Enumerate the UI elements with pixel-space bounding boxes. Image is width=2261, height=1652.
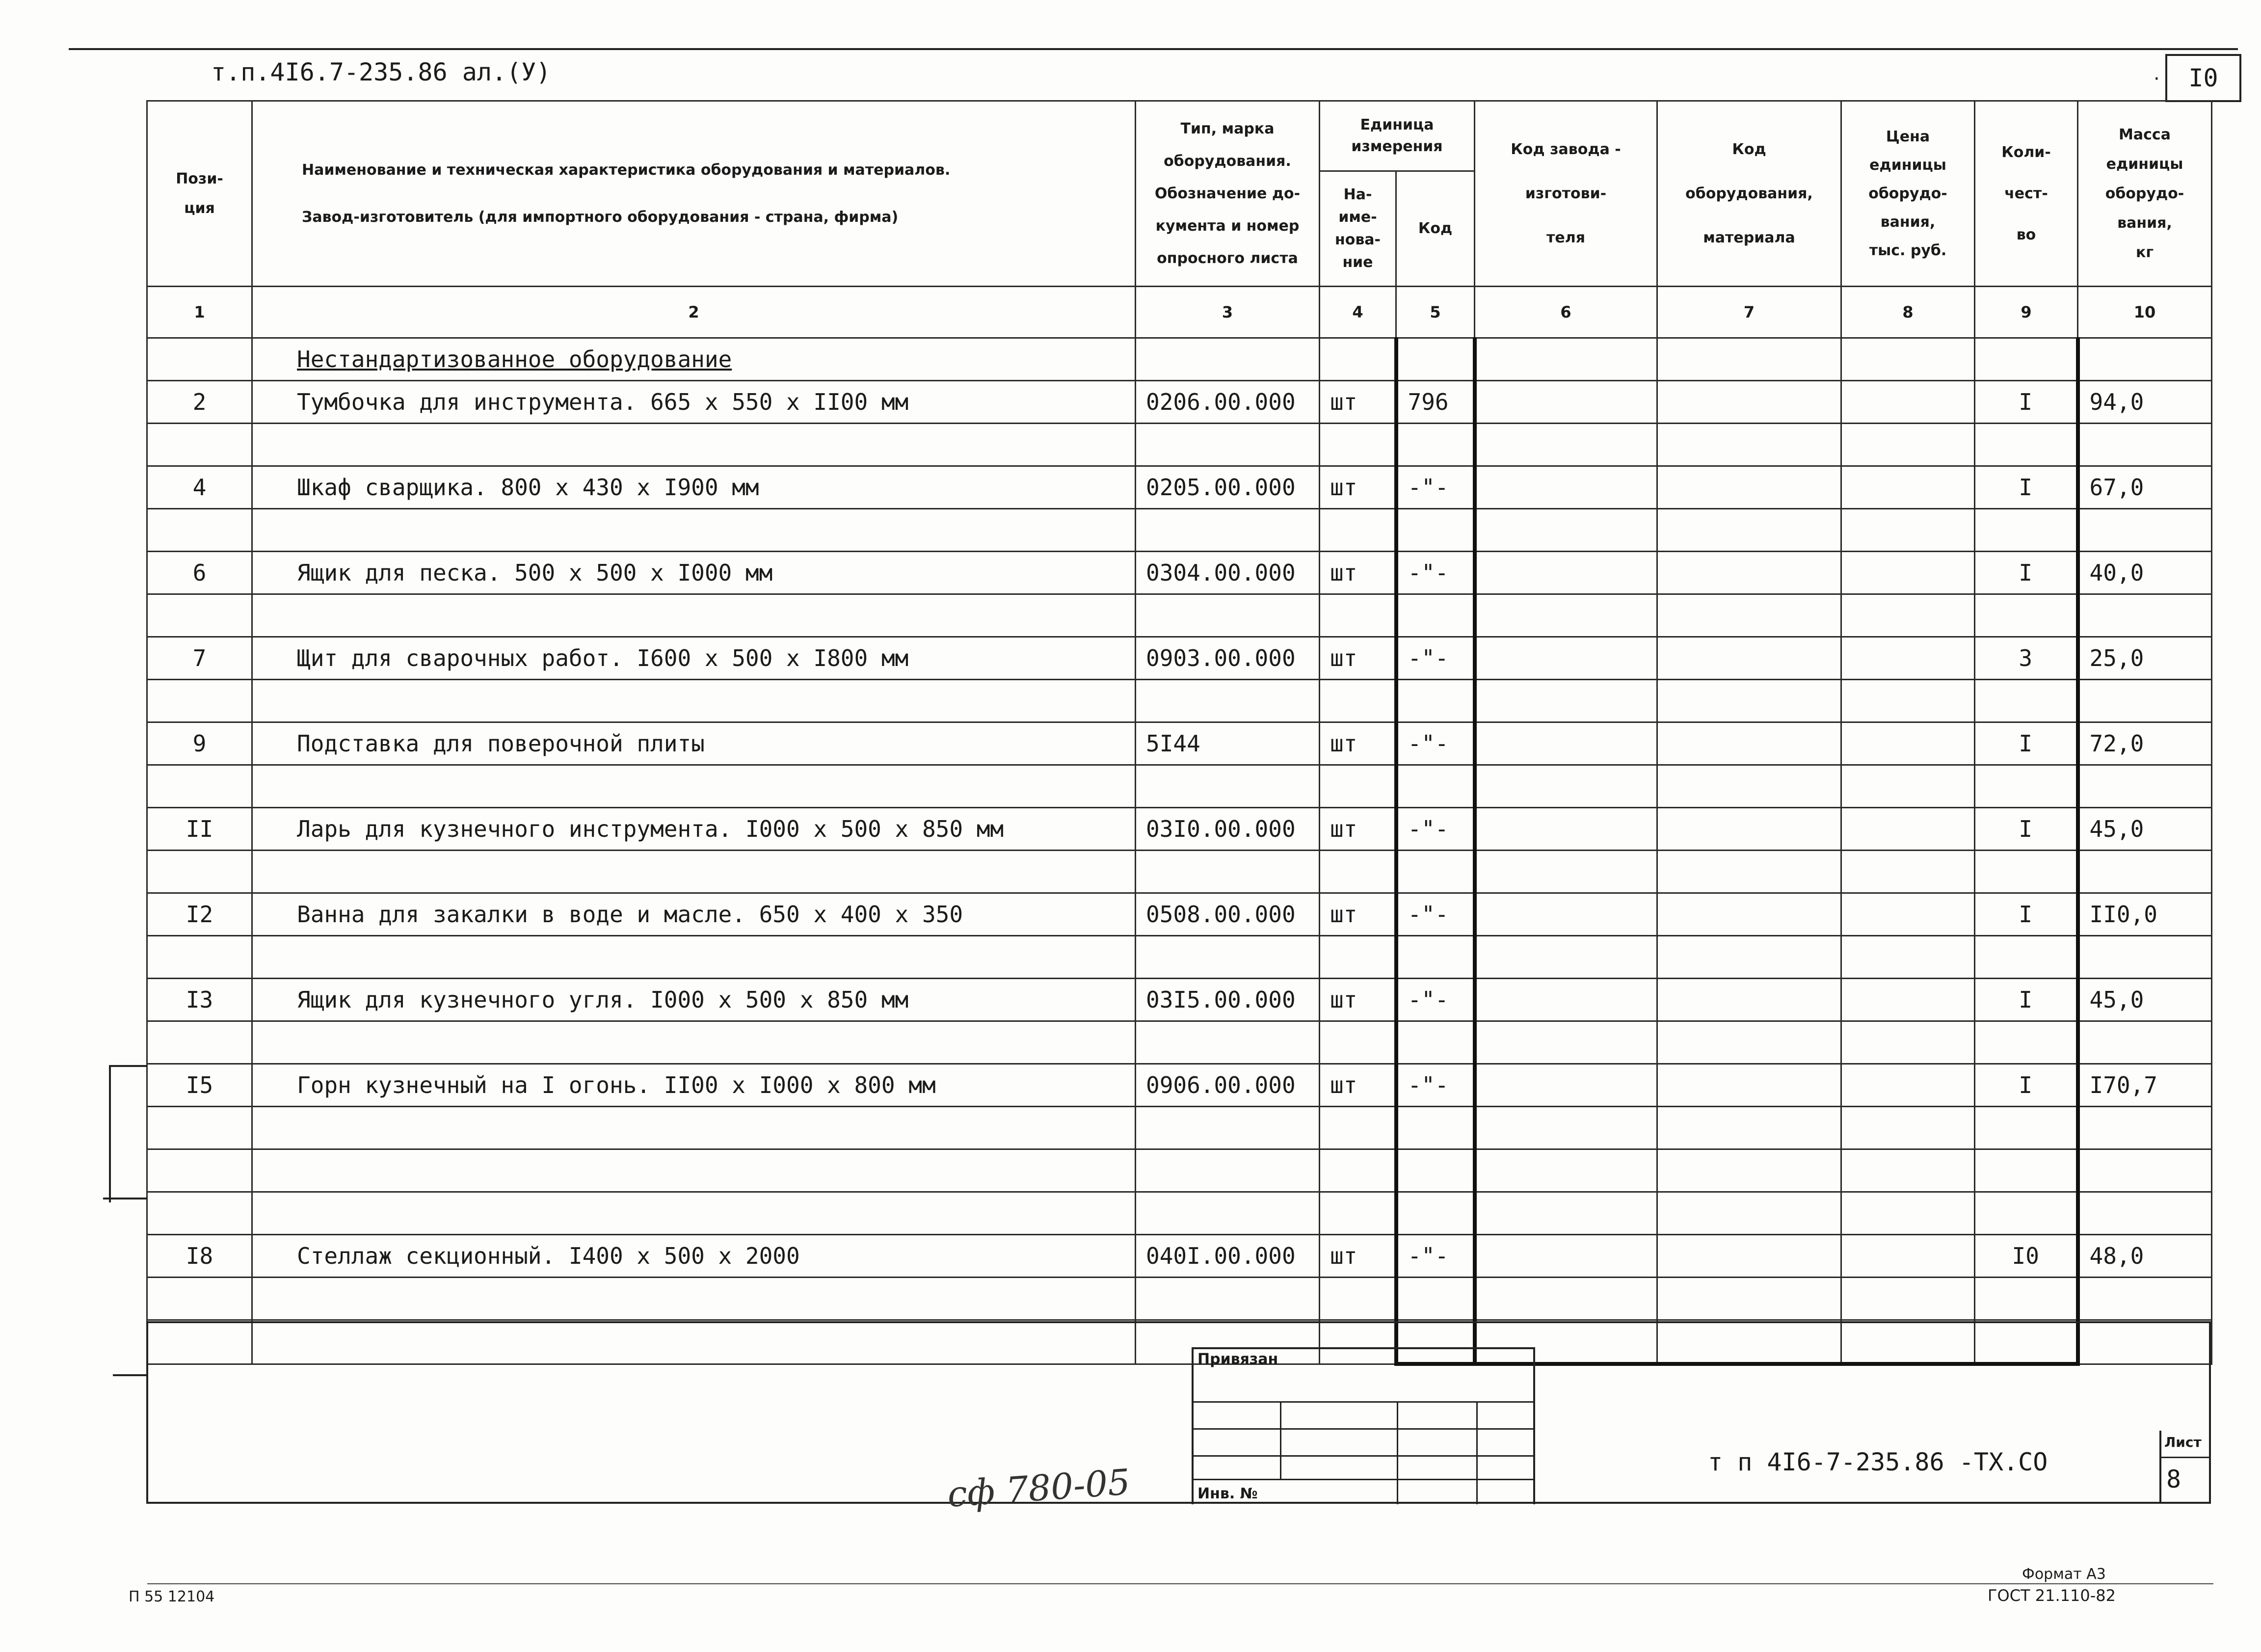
table-row: [147, 637, 2212, 680]
empty-cell: [1841, 1192, 1975, 1235]
type-cell: 0304.00.000: [1136, 552, 1320, 594]
unit-code-cell: -"-: [1396, 808, 1475, 851]
empty-cell: [252, 424, 1136, 466]
empty-cell: [1657, 680, 1841, 722]
sheet-number: 8: [2166, 1465, 2181, 1493]
format-label: Формат А3: [2022, 1566, 2106, 1583]
unit-cell: шт: [1320, 722, 1396, 765]
dot-mark: ·: [2154, 68, 2160, 90]
blank-row: [147, 424, 2212, 466]
empty-cell: [1136, 338, 1320, 381]
empty-cell: [2078, 594, 2212, 637]
empty-cell: [2078, 338, 2212, 381]
unit-cell: шт: [1320, 808, 1396, 851]
unit-code-cell: -"-: [1396, 722, 1475, 765]
header-quantity: Коли- чест- во: [1975, 101, 2078, 287]
position-cell: 2: [147, 381, 252, 424]
empty-cell: [1475, 509, 1657, 552]
position-cell: I8: [147, 1235, 252, 1278]
quantity-cell: I: [1975, 808, 2078, 851]
empty-cell: [1136, 1107, 1320, 1149]
empty-cell: [1136, 936, 1320, 979]
unit-cell: шт: [1320, 893, 1396, 936]
margin-line: [109, 1065, 147, 1067]
empty-cell: [2078, 765, 2212, 808]
empty-cell: [1136, 509, 1320, 552]
quantity-cell: I: [1975, 722, 2078, 765]
column-number: 1: [147, 287, 252, 338]
empty-cell: [1320, 680, 1396, 722]
empty-cell: [2078, 680, 2212, 722]
margin-line: [109, 1065, 111, 1202]
factory-code-cell: [1475, 979, 1657, 1021]
position-cell: I3: [147, 979, 252, 1021]
position-cell: II: [147, 808, 252, 851]
empty-cell: [1841, 1021, 1975, 1064]
empty-cell: [1320, 851, 1396, 893]
empty-cell: [147, 424, 252, 466]
equipment-code-cell: [1657, 808, 1841, 851]
empty-cell: [1475, 1278, 1657, 1320]
type-cell: 0906.00.000: [1136, 1064, 1320, 1107]
factory-code-cell: [1475, 1064, 1657, 1107]
quantity-cell: I: [1975, 552, 2078, 594]
column-number: 10: [2078, 287, 2212, 338]
empty-cell: [1657, 509, 1841, 552]
column-number: 4: [1320, 287, 1396, 338]
empty-cell: [1136, 1192, 1320, 1235]
type-cell: 03I5.00.000: [1136, 979, 1320, 1021]
empty-cell: [147, 1021, 252, 1064]
equipment-code-cell: [1657, 381, 1841, 424]
empty-cell: [1841, 338, 1975, 381]
factory-code-cell: [1475, 722, 1657, 765]
factory-code-cell: [1475, 466, 1657, 509]
sheet-label: Лист: [2164, 1434, 2202, 1450]
factory-code-cell: [1475, 637, 1657, 680]
mass-cell: II0,0: [2078, 893, 2212, 936]
mass-cell: 94,0: [2078, 381, 2212, 424]
table-row: [147, 466, 2212, 509]
name-cell: Горн кузнечный на I огонь. II00 x I000 x 800 мм: [252, 1064, 1136, 1107]
empty-cell: [1975, 338, 2078, 381]
inventory-number-label: Инв. №: [1197, 1485, 1258, 1502]
price-cell: [1841, 808, 1975, 851]
column-number: 3: [1136, 287, 1320, 338]
empty-cell: [1475, 1192, 1657, 1235]
name-cell: Подставка для поверочной плиты: [252, 722, 1136, 765]
table-row: [147, 893, 2212, 936]
factory-code-cell: [1475, 893, 1657, 936]
factory-code-cell: [1475, 1235, 1657, 1278]
empty-cell: [1975, 509, 2078, 552]
empty-cell: [1320, 509, 1396, 552]
empty-cell: [1975, 1149, 2078, 1192]
unit-cell: шт: [1320, 637, 1396, 680]
price-cell: [1841, 466, 1975, 509]
column-number: 5: [1396, 287, 1475, 338]
position-cell: I2: [147, 893, 252, 936]
blank-row: [147, 1192, 2212, 1235]
equipment-code-cell: [1657, 552, 1841, 594]
empty-cell: [1841, 424, 1975, 466]
empty-cell: [1396, 765, 1475, 808]
empty-cell: [1975, 424, 2078, 466]
empty-cell: [1975, 851, 2078, 893]
margin-line: [103, 1198, 147, 1199]
unit-code-cell: -"-: [1396, 466, 1475, 509]
unit-code-cell: -"-: [1396, 1064, 1475, 1107]
empty-cell: [1320, 424, 1396, 466]
equipment-code-cell: [1657, 893, 1841, 936]
approval-stamp-grid: [1192, 1347, 1535, 1504]
column-number: 9: [1975, 287, 2078, 338]
price-cell: [1841, 637, 1975, 680]
unit-code-cell: 796: [1396, 381, 1475, 424]
empty-cell: [147, 1149, 252, 1192]
empty-cell: [2078, 936, 2212, 979]
empty-cell: [1657, 338, 1841, 381]
quantity-cell: I: [1975, 1064, 2078, 1107]
empty-cell: [1396, 936, 1475, 979]
margin-line: [113, 1374, 146, 1376]
name-cell: Шкаф сварщика. 800 x 430 x I900 мм: [252, 466, 1136, 509]
empty-cell: [1475, 851, 1657, 893]
type-cell: 0206.00.000: [1136, 381, 1320, 424]
empty-cell: [1657, 765, 1841, 808]
position-cell: 6: [147, 552, 252, 594]
empty-cell: [1320, 338, 1396, 381]
empty-cell: [1136, 680, 1320, 722]
empty-cell: [147, 936, 252, 979]
section-row: [147, 338, 2212, 381]
header-unit-name: На- име- нова- ние: [1320, 171, 1396, 287]
empty-cell: [1475, 765, 1657, 808]
empty-cell: [252, 509, 1136, 552]
blank-row: [147, 1149, 2212, 1192]
document-header-code: т.п.4I6.7-235.86 ал.(У): [211, 58, 551, 86]
unit-code-cell: -"-: [1396, 979, 1475, 1021]
unit-cell: шт: [1320, 1235, 1396, 1278]
empty-cell: [252, 594, 1136, 637]
empty-cell: [1975, 1192, 2078, 1235]
empty-cell: [252, 765, 1136, 808]
empty-cell: [1396, 424, 1475, 466]
unit-cell: шт: [1320, 1064, 1396, 1107]
empty-cell: [1657, 1149, 1841, 1192]
price-cell: [1841, 381, 1975, 424]
position-cell: I5: [147, 1064, 252, 1107]
empty-cell: [1320, 594, 1396, 637]
top-border-line: [69, 48, 2238, 50]
empty-cell: [147, 1278, 252, 1320]
empty-cell: [1841, 851, 1975, 893]
name-cell: Щит для сварочных работ. I600 x 500 x I800 мм: [252, 637, 1136, 680]
equipment-spec-table: [146, 100, 2212, 1366]
blank-row: [147, 1107, 2212, 1149]
table-row: [147, 1064, 2212, 1107]
table-row: [147, 381, 2212, 424]
name-cell: Стеллаж секционный. I400 x 500 x 2000: [252, 1235, 1136, 1278]
empty-cell: [1396, 594, 1475, 637]
empty-cell: [147, 338, 252, 381]
document-code: т п 4I6-7-235.86 -ТХ.СО: [1708, 1448, 2048, 1476]
empty-cell: [252, 936, 1136, 979]
header-equipment-code: Код оборудования, материала: [1657, 101, 1841, 287]
empty-cell: [252, 1278, 1136, 1320]
mass-cell: 40,0: [2078, 552, 2212, 594]
handwritten-note: сф 780-05: [946, 1461, 1132, 1515]
table-row: [147, 552, 2212, 594]
empty-cell: [1475, 1107, 1657, 1149]
equipment-code-cell: [1657, 722, 1841, 765]
quantity-cell: I: [1975, 381, 2078, 424]
empty-cell: [1657, 1278, 1841, 1320]
factory-code-cell: [1475, 381, 1657, 424]
price-cell: [1841, 979, 1975, 1021]
price-cell: [1841, 722, 1975, 765]
empty-cell: [1320, 1107, 1396, 1149]
empty-cell: [1841, 509, 1975, 552]
empty-cell: [1475, 424, 1657, 466]
header-mass: Масса единицы оборудо- вания, кг: [2078, 101, 2212, 287]
empty-cell: [1841, 936, 1975, 979]
empty-cell: [1475, 338, 1657, 381]
price-cell: [1841, 1235, 1975, 1278]
empty-cell: [252, 1107, 1136, 1149]
column-number-row: [147, 287, 2212, 338]
factory-code-cell: [1475, 552, 1657, 594]
empty-cell: [147, 1107, 252, 1149]
empty-cell: [1320, 936, 1396, 979]
blank-row: [147, 509, 2212, 552]
unit-code-cell: -"-: [1396, 637, 1475, 680]
empty-cell: [1475, 594, 1657, 637]
empty-cell: [1657, 1021, 1841, 1064]
equipment-code-cell: [1657, 979, 1841, 1021]
type-cell: 0903.00.000: [1136, 637, 1320, 680]
empty-cell: [1841, 594, 1975, 637]
gost-label: ГОСТ 21.110-82: [1988, 1586, 2116, 1605]
column-number: 7: [1657, 287, 1841, 338]
empty-cell: [252, 1149, 1136, 1192]
empty-cell: [1136, 765, 1320, 808]
position-cell: 9: [147, 722, 252, 765]
price-cell: [1841, 552, 1975, 594]
empty-cell: [1657, 1107, 1841, 1149]
position-cell: 7: [147, 637, 252, 680]
header-factory-code: Код завода - изготови- теля: [1475, 101, 1657, 287]
empty-cell: [252, 851, 1136, 893]
empty-cell: [1975, 936, 2078, 979]
header-price: Цена единицы оборудо- вания, тыс. руб.: [1841, 101, 1975, 287]
factory-code-cell: [1475, 808, 1657, 851]
archive-number: П 55 12104: [129, 1588, 215, 1605]
blank-row: [147, 851, 2212, 893]
header-unit-group: Единица измерения: [1320, 101, 1475, 171]
quantity-cell: I: [1975, 466, 2078, 509]
empty-cell: [2078, 1107, 2212, 1149]
empty-cell: [2078, 1149, 2212, 1192]
mass-cell: 67,0: [2078, 466, 2212, 509]
empty-cell: [1975, 1021, 2078, 1064]
equipment-code-cell: [1657, 1235, 1841, 1278]
empty-cell: [1475, 680, 1657, 722]
sheet-box-divider: [2159, 1457, 2211, 1458]
blank-row: [147, 680, 2212, 722]
empty-cell: [1320, 765, 1396, 808]
column-number: 2: [252, 287, 1136, 338]
blank-row: [147, 1278, 2212, 1320]
empty-cell: [2078, 1192, 2212, 1235]
unit-cell: шт: [1320, 466, 1396, 509]
table-row: [147, 1235, 2212, 1278]
empty-cell: [1841, 1107, 1975, 1149]
price-cell: [1841, 1064, 1975, 1107]
column-number: 8: [1841, 287, 1975, 338]
table-row: [147, 808, 2212, 851]
empty-cell: [1657, 1192, 1841, 1235]
type-cell: 0205.00.000: [1136, 466, 1320, 509]
empty-cell: [1975, 594, 2078, 637]
empty-cell: [252, 1192, 1136, 1235]
name-cell: Ящик для кузнечного угля. I000 x 500 x 850 мм: [252, 979, 1136, 1021]
empty-cell: [1841, 765, 1975, 808]
blank-row: [147, 765, 2212, 808]
table-row: [147, 722, 2212, 765]
empty-cell: [1396, 1192, 1475, 1235]
header-name: Наименование и техническая характеристика оборудования и материалов. Завод-изготовитель (для импортного оборудования - страна, фирма): [252, 101, 1136, 287]
empty-cell: [147, 765, 252, 808]
name-cell: Тумбочка для инструмента. 665 x 550 x II00 мм: [252, 381, 1136, 424]
unit-code-cell: -"-: [1396, 552, 1475, 594]
empty-cell: [1136, 1149, 1320, 1192]
empty-cell: [1475, 1021, 1657, 1064]
sheet-number-top: I0: [2165, 54, 2241, 102]
header-unit-code: Код: [1396, 171, 1475, 287]
empty-cell: [1657, 936, 1841, 979]
empty-cell: [1975, 1107, 2078, 1149]
mass-cell: 45,0: [2078, 808, 2212, 851]
empty-cell: [1657, 594, 1841, 637]
empty-cell: [1841, 1278, 1975, 1320]
equipment-code-cell: [1657, 1064, 1841, 1107]
empty-cell: [1396, 1107, 1475, 1149]
table-row: [147, 979, 2212, 1021]
type-cell: 0508.00.000: [1136, 893, 1320, 936]
type-cell: 03I0.00.000: [1136, 808, 1320, 851]
empty-cell: [147, 509, 252, 552]
attached-label: Привязан: [1197, 1351, 1278, 1368]
type-cell: 040I.00.000: [1136, 1235, 1320, 1278]
empty-cell: [252, 680, 1136, 722]
title-block: [146, 1321, 2211, 1504]
empty-cell: [1841, 680, 1975, 722]
equipment-code-cell: [1657, 466, 1841, 509]
empty-cell: [1475, 1149, 1657, 1192]
name-cell: Ванна для закалки в воде и масле. 650 x 400 x 350: [252, 893, 1136, 936]
bottom-border-line: [147, 1583, 2213, 1584]
empty-cell: [1657, 851, 1841, 893]
empty-cell: [1396, 680, 1475, 722]
empty-cell: [1136, 1021, 1320, 1064]
unit-code-cell: -"-: [1396, 1235, 1475, 1278]
empty-cell: [1396, 1278, 1475, 1320]
empty-cell: [2078, 1021, 2212, 1064]
empty-cell: [1136, 851, 1320, 893]
empty-cell: [2078, 1278, 2212, 1320]
empty-cell: [147, 1192, 252, 1235]
empty-cell: [1320, 1149, 1396, 1192]
empty-cell: [1657, 424, 1841, 466]
empty-cell: [1136, 1278, 1320, 1320]
mass-cell: 45,0: [2078, 979, 2212, 1021]
empty-cell: [1975, 765, 2078, 808]
empty-cell: [1396, 1021, 1475, 1064]
name-cell: Ящик для песка. 500 x 500 x I000 мм: [252, 552, 1136, 594]
equipment-code-cell: [1657, 637, 1841, 680]
blank-row: [147, 594, 2212, 637]
empty-cell: [147, 851, 252, 893]
mass-cell: 48,0: [2078, 1235, 2212, 1278]
empty-cell: [2078, 424, 2212, 466]
empty-cell: [1396, 1149, 1475, 1192]
quantity-cell: I: [1975, 893, 2078, 936]
empty-cell: [1320, 1192, 1396, 1235]
type-cell: 5I44: [1136, 722, 1320, 765]
mass-cell: I70,7: [2078, 1064, 2212, 1107]
name-cell: Ларь для кузнечного инструмента. I000 x 500 x 850 мм: [252, 808, 1136, 851]
quantity-cell: I: [1975, 979, 2078, 1021]
header-position: Пози- ция: [147, 101, 252, 287]
empty-cell: [1975, 1278, 2078, 1320]
empty-cell: [147, 680, 252, 722]
empty-cell: [1396, 338, 1475, 381]
position-cell: 4: [147, 466, 252, 509]
empty-cell: [147, 594, 252, 637]
unit-code-cell: -"-: [1396, 893, 1475, 936]
empty-cell: [1975, 680, 2078, 722]
unit-cell: шт: [1320, 979, 1396, 1021]
empty-cell: [2078, 509, 2212, 552]
empty-cell: [252, 1021, 1136, 1064]
empty-cell: [2078, 851, 2212, 893]
quantity-cell: I0: [1975, 1235, 2078, 1278]
empty-cell: [1396, 509, 1475, 552]
header-type: Тип, марка оборудования. Обозначение до- кумента и номер опросного листа: [1136, 101, 1320, 287]
section-title: Нестандартизованное оборудование: [252, 338, 1136, 381]
empty-cell: [1475, 936, 1657, 979]
empty-cell: [1320, 1278, 1396, 1320]
empty-cell: [1320, 1021, 1396, 1064]
empty-cell: [1841, 1149, 1975, 1192]
blank-row: [147, 936, 2212, 979]
column-number: 6: [1475, 287, 1657, 338]
mass-cell: 72,0: [2078, 722, 2212, 765]
empty-cell: [1136, 594, 1320, 637]
quantity-cell: 3: [1975, 637, 2078, 680]
unit-cell: шт: [1320, 552, 1396, 594]
blank-row: [147, 1021, 2212, 1064]
empty-cell: [1136, 424, 1320, 466]
empty-cell: [1396, 851, 1475, 893]
unit-cell: шт: [1320, 381, 1396, 424]
price-cell: [1841, 893, 1975, 936]
mass-cell: 25,0: [2078, 637, 2212, 680]
